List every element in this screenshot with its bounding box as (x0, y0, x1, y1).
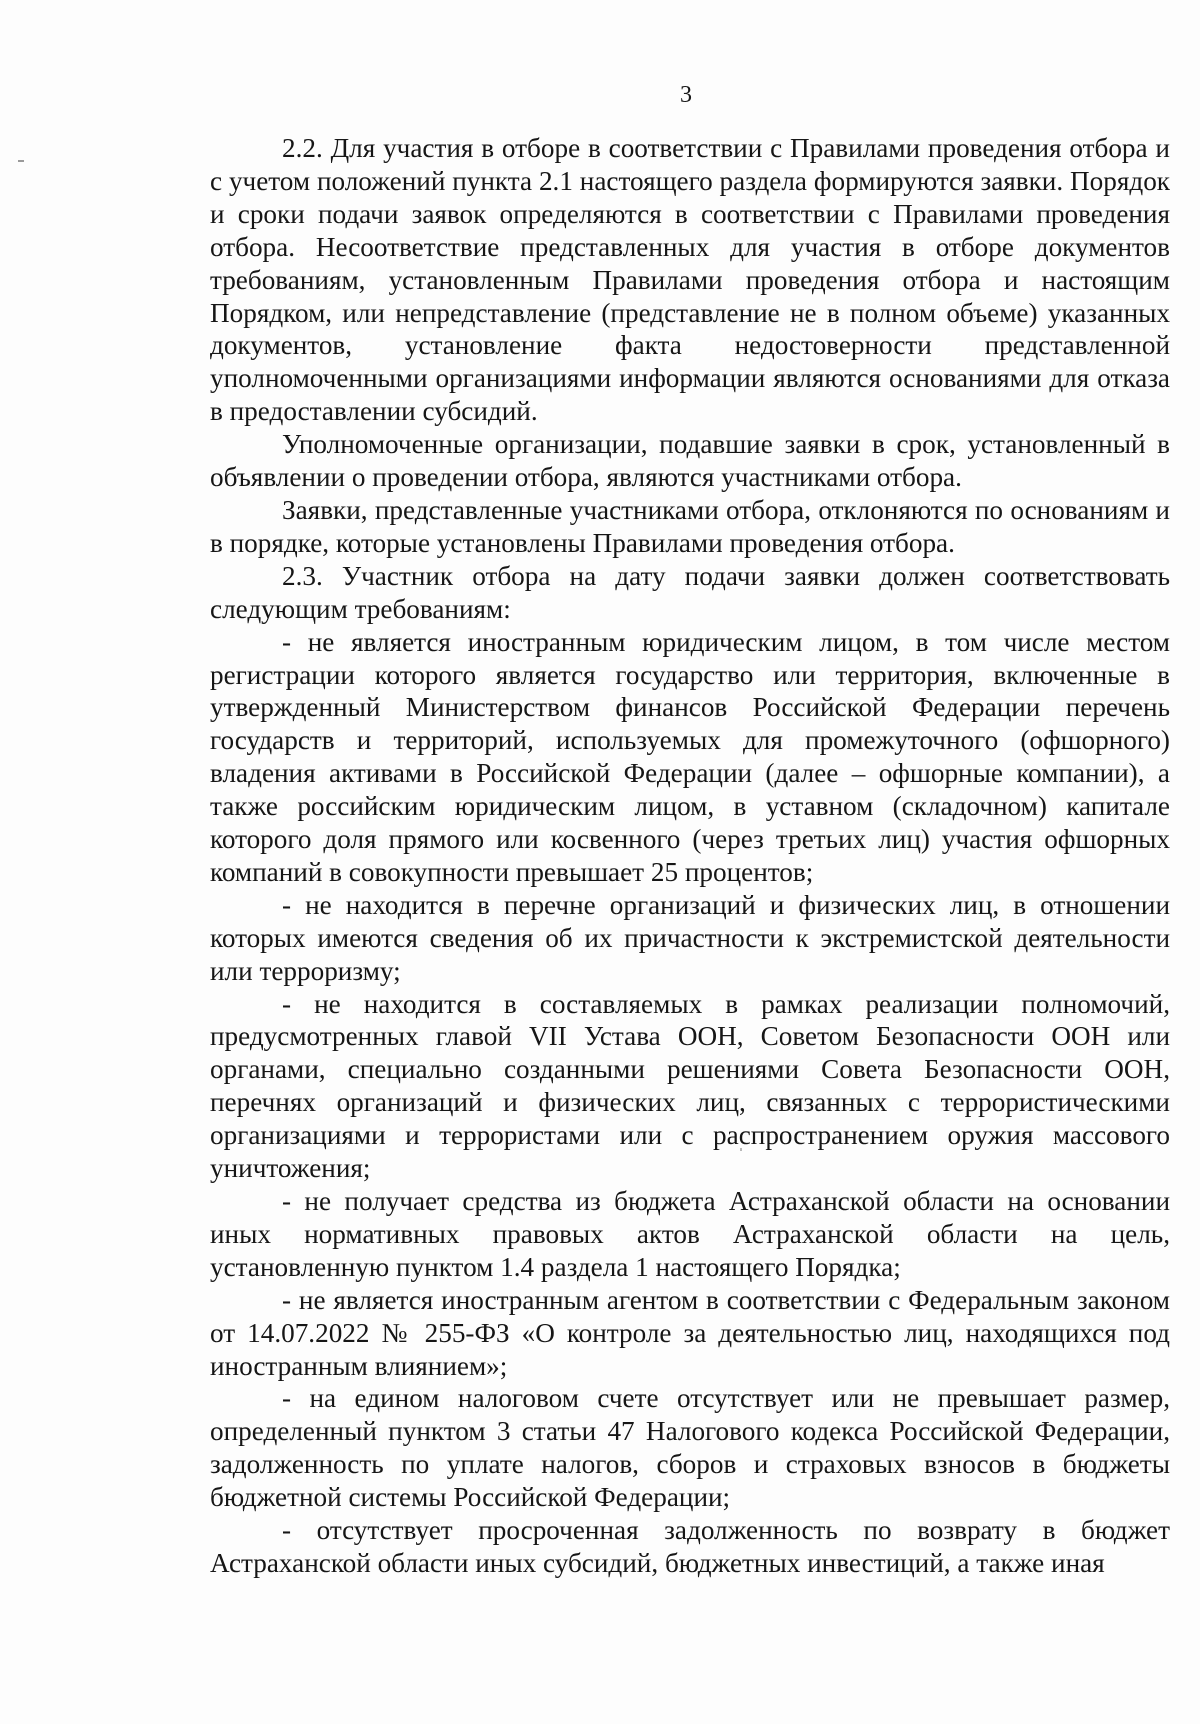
paragraph-rejection: Заявки, представленные участниками отбора, отклоняются по основаниям и в порядке, которые установлены Правилами проведения отбора. (210, 494, 1170, 558)
requirement-not-foreign-agent: - не является иностранным агентом в соответствии с Федеральным законом от 14.07.2022 № 255-ФЗ «О контроле за деятельностью лиц, находящихся под иностранным влиянием»; (210, 1284, 1170, 1381)
requirement-extremism-list: - не находится в перечне организаций и физических лиц, в отношении которых имеются сведения об их причастности к экстремистской деятельности или терроризму; (210, 889, 1170, 986)
paragraph-2-2: 2.2. Для участия в отборе в соответствии с Правилами проведения отбора и с учетом положений пункта 2.1 настоящего раздела формируются заявки. Порядок и сроки подачи заявок определяются в соответствии с Правилами проведения отбора. Несоответствие представленных для участия в отборе документов требованиям, установленным Правилами проведения отбора и настоящим Порядком, или непредставление (представление не в полном объеме) указанных документов, установление факта недостоверности представленной уполномоченными организациями информации являются основаниями для отказа в предоставлении субсидий. (210, 133, 1170, 427)
document-body (210, 132, 1170, 1580)
paragraph-2-3: 2.3. Участник отбора на дату подачи заявки должен соответствовать следующим требованиям: (210, 560, 1170, 624)
scan-artifact-mark (18, 160, 24, 162)
requirement-overdue-debt: - отсутствует просроченная задолженность по возврату в бюджет Астраханской области иных субсидий, бюджетных инвестиций, а также иная (210, 1515, 1170, 1578)
paragraph-participants: Уполномоченные организации, подавшие заявки в срок, установленный в объявлении о проведении отбора, являются участниками отбора. (210, 429, 1170, 493)
requirement-un-lists: - не находится в составляемых в рамках реализации полномочий, предусмотренных главой VII Устава ООН, Советом Безопасности ООН или органами, специально созданными решениями Совета Безопасности ООН, перечнях организаций и физических лиц, связанных с террористическими организациями и террористами или с распространением оружия массового уничтожения; (210, 988, 1170, 1184)
requirement-tax-debt: - на едином налоговом счете отсутствует или не превышает размер, определенный пунктом 3 статьи 47 Налогового кодекса Российской Федерации, задолженность по уплате налогов, сборов и страховых взносов в бюджеты бюджетной системы Российской Федерации; (210, 1383, 1170, 1513)
requirement-foreign-entity: - не является иностранным юридическим лицом, в том числе местом регистрации которого является государство или территория, включенные в утвержденный Министерством финансов Российской Федерации перечень государств и территорий, используемых для промежуточного (офшорного) владения активами в Российской Федерации (далее – офшорные компании), а также российским юридическим лицом, в уставном (складочном) капитале которого доля прямого или косвенного (через третьих лиц) участия офшорных компаний в совокупности превышает 25 процентов; (210, 626, 1170, 887)
page-number: 3 (680, 82, 692, 108)
requirement-no-other-funds: - не получает средства из бюджета Астраханской области на основании иных нормативных правовых актов Астраханской области на цель, установленную пунктом 1.4 раздела 1 настоящего Порядка; (210, 1186, 1170, 1282)
